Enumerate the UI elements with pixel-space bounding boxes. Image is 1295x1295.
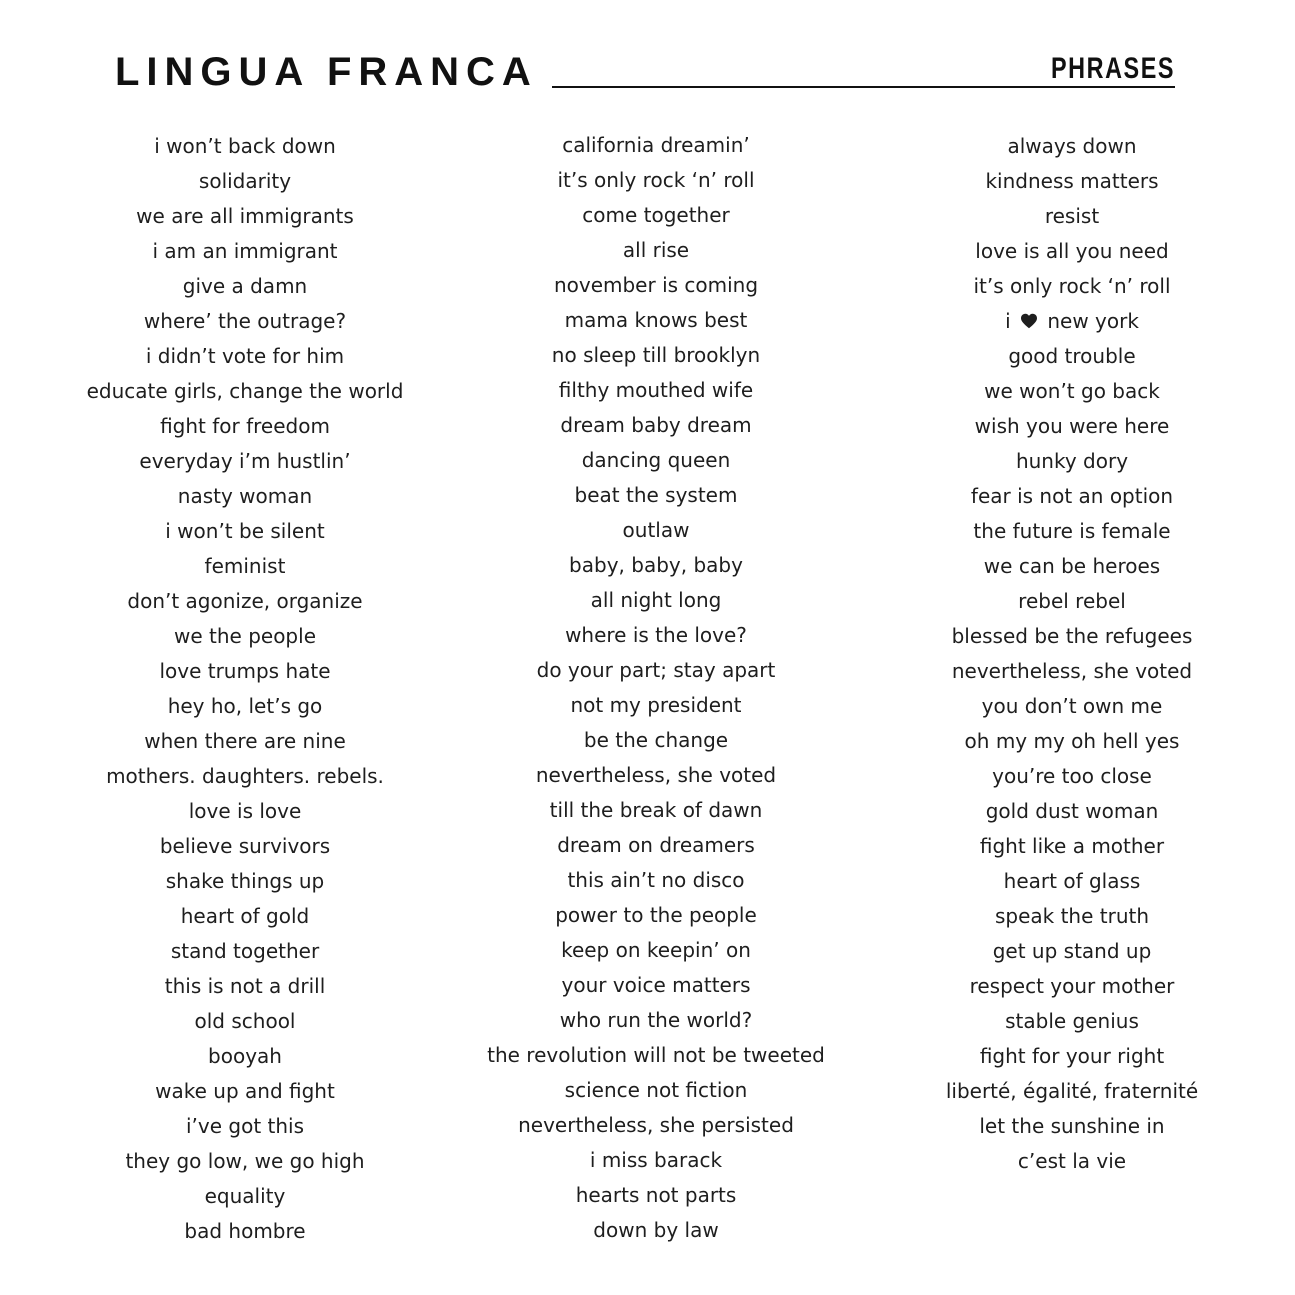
phrase-item: i won’t be silent [165,519,325,543]
phrase-item: i new york [1005,309,1139,333]
phrase-item: feminist [204,554,286,578]
phrase-item: respect your mother [969,974,1175,998]
phrase-item: equality [204,1184,286,1208]
phrase-item: when there are nine [144,729,346,753]
phrase-item: heart of gold [180,904,310,928]
phrase-item: hearts not parts [575,1183,737,1207]
phrase-item: liberté, égalité, fraternité [945,1079,1199,1103]
phrase-item: who run the world? [559,1008,753,1032]
phrase-item: down by law [593,1218,719,1242]
phrase-item: baby, baby, baby [569,553,743,577]
phrase-item: love is all you need [975,239,1169,263]
phrase-item: november is coming [553,273,759,297]
phrase-item: all rise [622,238,690,262]
phrase-item: rebel rebel [1018,589,1126,613]
phrase-item: nasty woman [177,484,313,508]
phrase-item: this is not a drill [164,974,326,998]
phrase-item: nevertheless, she voted [951,659,1193,683]
phrase-item: till the break of dawn [549,798,763,822]
phrase-item: filthy mouthed wife [558,378,754,402]
phrase-item: believe survivors [159,834,331,858]
brand-title: LINGUA FRANCA [115,50,538,94]
phrase-item: where’ the outrage? [143,309,347,333]
phrase-item: dream on dreamers [557,833,755,857]
phrase-item: it’s only rock ‘n’ roll [973,274,1171,298]
phrase-item: mama knows best [564,308,748,332]
phrase-item: kindness matters [985,169,1159,193]
phrase-item: speak the truth [994,904,1150,928]
header [0,0,1295,110]
phrase-item: we the people [174,624,316,648]
header-divider [552,86,1175,88]
phrase-item: we are all immigrants [136,204,354,228]
phrase-item: hunky dory [1015,449,1129,473]
phrase-item: i didn’t vote for him [145,344,345,368]
phrase-item: i won’t back down [154,134,336,158]
phrase-item: love trumps hate [159,659,331,683]
phrase-item: let the sunshine in [979,1114,1165,1138]
phrase-item: oh my my oh hell yes [964,729,1180,753]
phrase-item: resist [1044,204,1100,228]
phrase-item: you’re too close [992,764,1152,788]
phrase-item: booyah [208,1044,282,1068]
phrase-item: hey ho, let’s go [167,694,323,718]
phrase-item: love is love [188,799,302,823]
phrase-item: where is the love? [565,623,747,647]
phrase-item: all night long [590,588,722,612]
phrase-column-3 [892,126,1252,1176]
phrase-item: shake things up [165,869,325,893]
phrase-item: this ain’t no disco [567,868,745,892]
phrase-item: i’ve got this [185,1114,305,1138]
phrase-item: we can be heroes [983,554,1161,578]
phrase-item: heart of glass [1003,869,1141,893]
phrase-item: give a damn [182,274,308,298]
phrase-item: come together [582,203,730,227]
phrase-item: everyday i’m hustlin’ [139,449,351,473]
phrase-item: the future is female [973,519,1171,543]
phrase-item: dream baby dream [560,413,752,437]
phrase-item: fight for your right [979,1044,1165,1068]
phrase-item: be the change [583,728,729,752]
phrase-item: science not fiction [564,1078,748,1102]
section-title: PHRASES [1050,52,1175,85]
phrase-item: california dreamin’ [562,133,750,157]
phrase-item: they go low, we go high [125,1149,365,1173]
phrase-item: wish you were here [974,414,1170,438]
phrase-item: it’s only rock ‘n’ roll [557,168,755,192]
phrase-item: don’t agonize, organize [127,589,363,613]
phrase-item: bad hombre [184,1219,306,1243]
phrase-item: mothers. daughters. rebels. [106,764,384,788]
phrase-item: fear is not an option [970,484,1174,508]
phrase-item: always down [1007,134,1137,158]
phrase-item: stable genius [1005,1009,1139,1033]
phrase-item: we won’t go back [984,379,1160,403]
phrase-item: power to the people [555,903,757,927]
phrase-item: nevertheless, she voted [535,763,777,787]
phrase-item: stand together [170,939,320,963]
phrase-item: c’est la vie [1017,1149,1127,1173]
phrase-item: keep on keepin’ on [561,938,751,962]
phrase-item: no sleep till brooklyn [551,343,761,367]
phrase-item: gold dust woman [985,799,1159,823]
phrase-item: wake up and fight [155,1079,335,1103]
phrase-item: good trouble [1008,344,1136,368]
phrase-column-1 [65,126,425,1246]
phrase-item: your voice matters [561,973,751,997]
phrase-item: you don’t own me [981,694,1163,718]
phrase-item: the revolution will not be tweeted [487,1043,825,1067]
phrase-item: not my president [570,693,742,717]
phrase-item: get up stand up [992,939,1152,963]
phrase-item: solidarity [198,169,292,193]
phrase-item: do your part; stay apart [536,658,776,682]
phrase-item: fight for freedom [160,414,330,438]
phrase-item: i am an immigrant [152,239,338,263]
phrase-column-2 [476,125,836,1245]
phrase-item: blessed be the refugees [951,624,1193,648]
phrase-item: educate girls, change the world [86,379,404,403]
phrase-item: dancing queen [581,448,731,472]
phrase-item: old school [194,1009,296,1033]
phrase-item: beat the system [574,483,738,507]
phrase-item: i miss barack [589,1148,723,1172]
phrase-item: fight like a mother [979,834,1165,858]
phrase-item: nevertheless, she persisted [518,1113,794,1137]
phrase-item: outlaw [622,518,690,542]
heart-icon [1020,313,1038,329]
